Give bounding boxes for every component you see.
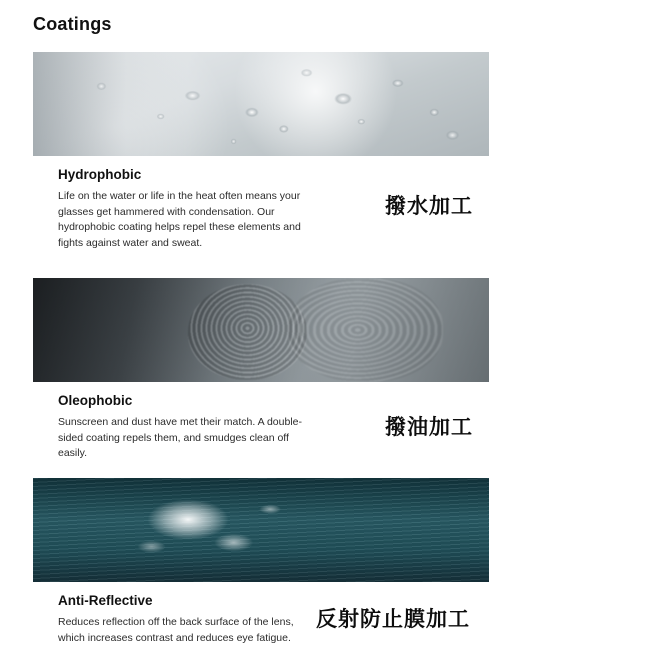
section-body-hydrophobic: Life on the water or life in the heat often means your glasses get hammered with condensation. Our hydrophobic coating helps repel these elements and fights against water and sweat. bbox=[58, 190, 301, 249]
section-body-anti-reflective: Reduces reflection off the back surface of the lens, which increases contrast and reduces eye fatigue. bbox=[58, 616, 294, 644]
water-droplets-overlay bbox=[33, 52, 489, 156]
hydrophobic-image bbox=[33, 52, 489, 156]
section-hydrophobic bbox=[33, 52, 617, 251]
section-body-oleophobic: Sunscreen and dust have met their match. A double-sided coating repels them, and smudges clean off easily. bbox=[58, 416, 302, 459]
fingerprint-secondary-overlay bbox=[288, 278, 443, 382]
oleophobic-image bbox=[33, 278, 489, 382]
anti-reflective-image bbox=[33, 478, 489, 582]
section-heading-oleophobic: Oleophobic bbox=[58, 393, 133, 408]
section-heading-anti-reflective: Anti-Reflective bbox=[58, 593, 153, 608]
page-title: Coatings bbox=[33, 14, 112, 34]
section-heading-hydrophobic: Hydrophobic bbox=[58, 167, 142, 182]
jp-label-oleophobic: 撥油加工 bbox=[385, 415, 473, 439]
section-anti-reflective bbox=[33, 478, 617, 646]
jp-label-anti-reflective: 反射防止膜加工 bbox=[316, 607, 470, 631]
section-oleophobic bbox=[33, 278, 617, 462]
jp-label-hydrophobic: 撥水加工 bbox=[385, 194, 473, 218]
sun-glare-overlay bbox=[33, 478, 489, 582]
